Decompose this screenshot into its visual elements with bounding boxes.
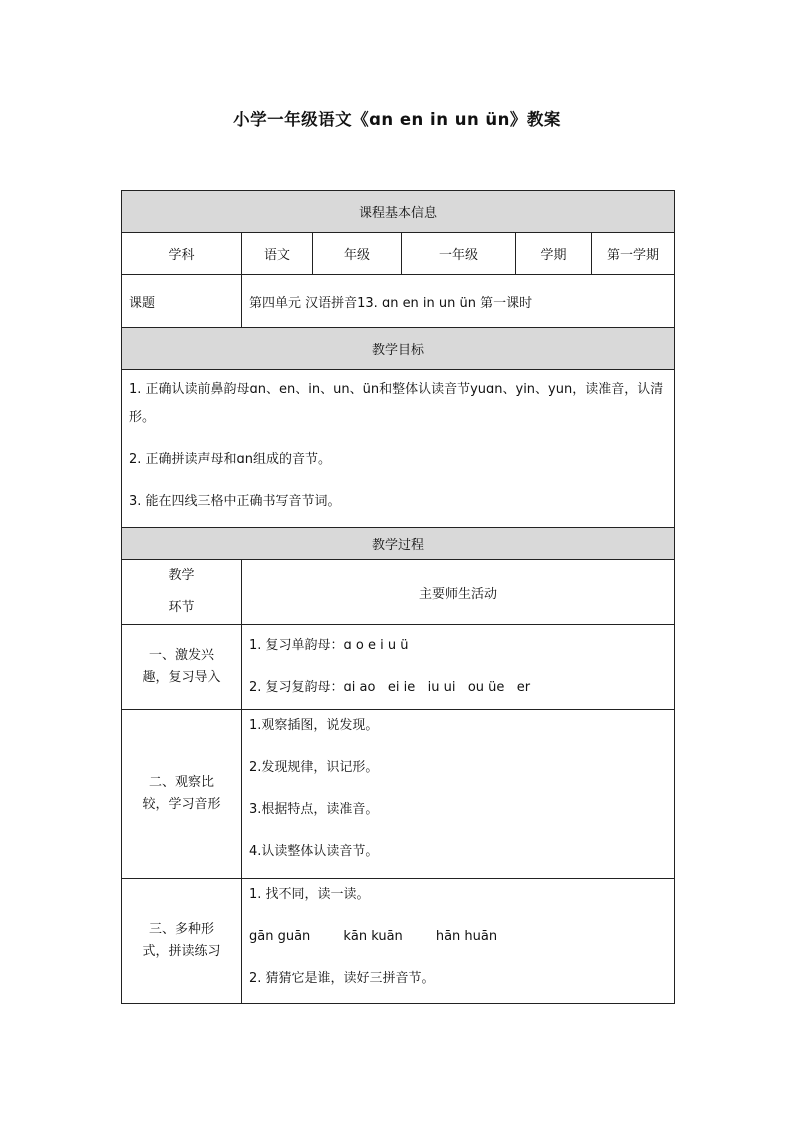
- page-title: 小学一年级语文《ɑn en in un ün》教案: [233, 110, 561, 129]
- stage-name-line: 较，学习音形: [142, 797, 221, 812]
- stage-name: [122, 879, 242, 1004]
- stage-row: [122, 879, 675, 1004]
- process-columns-row: [122, 560, 675, 625]
- stage-name-line: 趣，复习导入: [142, 670, 221, 685]
- basic-info-header: 课程基本信息: [122, 191, 675, 233]
- stage-name-line: 式，拼读练习: [142, 944, 221, 959]
- subject-label: 学科: [122, 233, 242, 275]
- activity-item: 2.发现规律，识记形。: [249, 760, 379, 775]
- stage-row: [122, 710, 675, 879]
- activity-item: 3.根据特点，读准音。: [249, 802, 379, 817]
- activity-item: 2. 猜猜它是谁，读好三拼音节。: [249, 971, 435, 986]
- activity-item: 1.观察插图，说发现。: [249, 718, 379, 733]
- stage-name: [122, 625, 242, 710]
- stage-column-header: [122, 560, 242, 625]
- activity-column-header: 主要师生活动: [242, 560, 675, 625]
- goals-header-row: [122, 328, 675, 370]
- stage-name-line: 一、激发兴: [148, 648, 214, 663]
- activity-item: 1. 找不同，读一读。: [249, 887, 370, 902]
- process-header: 教学过程: [122, 528, 675, 560]
- goals-content: [122, 370, 675, 528]
- activity-item: 4.认读整体认读音节。: [249, 844, 379, 859]
- stage-name-line: 二、观察比: [148, 775, 214, 790]
- subject-row: [122, 233, 675, 275]
- goal-item: 2. 正确拼读声母和ɑn组成的音节。: [129, 452, 332, 467]
- activity-item: 2. 复习复韵母：ɑi ao ei ie iu ui ou üe er: [249, 680, 531, 695]
- stage-column-header-line1: 教学: [168, 568, 195, 583]
- term-value: 第一学期: [592, 233, 675, 275]
- topic-row: [122, 275, 675, 328]
- goals-header: 教学目标: [122, 328, 675, 370]
- stage-activities: [242, 879, 675, 1004]
- stage-activities: [242, 710, 675, 879]
- topic-value: 第四单元 汉语拼音13. ɑn en in un ün 第一课时: [242, 275, 675, 328]
- goals-row: [122, 370, 675, 528]
- stage-activities: [242, 625, 675, 710]
- basic-info-header-row: [122, 191, 675, 233]
- goal-item: 1. 正确认读前鼻韵母ɑn、en、in、un、ün和整体认读音节yuɑn、yin、yun，读准音，认清形。: [129, 382, 664, 425]
- topic-label: 课题: [122, 275, 242, 328]
- stage-column-header-line2: 环节: [168, 600, 195, 615]
- grade-label: 年级: [313, 233, 402, 275]
- stage-name-line: 三、多种形: [148, 922, 214, 937]
- activity-item: 1. 复习单韵母：ɑ o e i u ü: [249, 638, 409, 653]
- term-label: 学期: [516, 233, 592, 275]
- grade-value: 一年级: [402, 233, 516, 275]
- stage-name: [122, 710, 242, 879]
- subject-value: 语文: [242, 233, 313, 275]
- stage-row: [122, 625, 675, 710]
- goal-item: 3. 能在四线三格中正确书写音节词。: [129, 494, 341, 509]
- process-header-row: [122, 528, 675, 560]
- pinyin-examples: gān guān kān kuān hān huān: [249, 929, 498, 944]
- lesson-plan-table: [121, 190, 675, 1004]
